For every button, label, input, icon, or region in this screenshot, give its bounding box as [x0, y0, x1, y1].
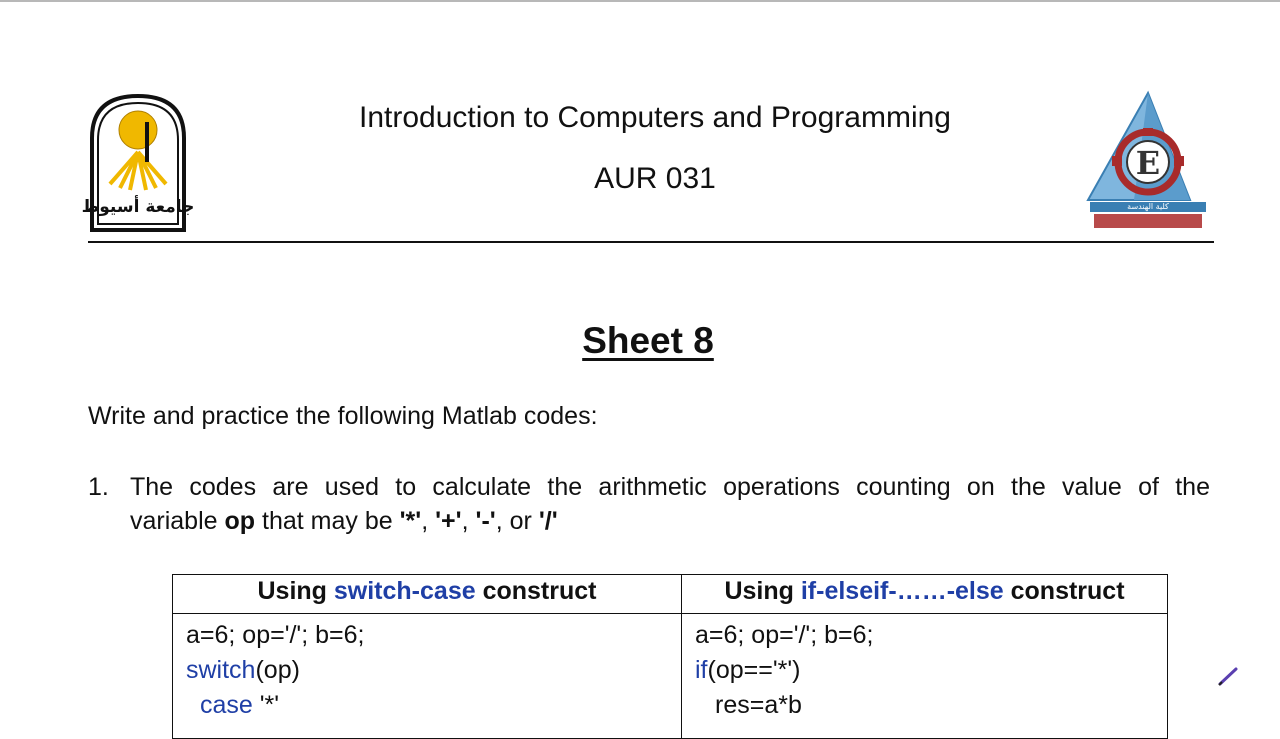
operator-minus: '-' — [475, 507, 496, 535]
code-line: a=6; op='/'; b=6; — [186, 621, 365, 649]
operator-multiply: '*' — [399, 507, 422, 535]
switch-code-cell — [173, 614, 682, 739]
code-text: (op=='*') — [707, 656, 801, 684]
code-line — [186, 653, 669, 688]
separator-2: , — [461, 507, 476, 535]
code-comparison-table — [172, 574, 1168, 739]
header-right-prefix: Using — [724, 577, 801, 605]
if-code-cell — [682, 614, 1168, 739]
course-code: AUR 031 — [594, 162, 716, 195]
sheet-title: Sheet 8 — [582, 320, 714, 361]
code-text: '*' — [252, 691, 280, 719]
question-variable-prefix: variable — [130, 507, 225, 535]
header-if-elseif — [682, 575, 1168, 614]
question-text-line2 — [130, 507, 558, 536]
question-text-line1: The codes are used to calculate the arithmetic operations counting on the value of the — [130, 473, 1210, 501]
logo-left-arabic: جامعة أسيوط — [81, 197, 195, 217]
code-keyword: switch — [186, 656, 256, 684]
header-left-prefix: Using — [257, 577, 334, 605]
faculty-logo — [1076, 90, 1210, 232]
logo-right-arabic: كلية الهندسة — [1127, 202, 1169, 211]
code-line: res=a*b — [715, 691, 802, 719]
code-text: (op) — [255, 656, 300, 684]
course-title: Introduction to Computers and Programming — [359, 101, 951, 134]
header-switch-case — [173, 575, 682, 614]
table-header-row — [173, 575, 1168, 614]
header-right-keyword: if-elseif-……-else — [800, 577, 1004, 605]
code-keyword: if — [695, 656, 708, 684]
code-line: a=6; op='/'; b=6; — [695, 621, 874, 649]
operator-divide: '/' — [538, 507, 558, 535]
question-middle-text: that may be — [255, 507, 400, 535]
pen-icon[interactable] — [1216, 664, 1240, 688]
intro-text: Write and practice the following Matlab codes: — [88, 402, 598, 430]
header-divider — [88, 241, 1214, 243]
svg-text:E: E — [1135, 144, 1161, 182]
code-line — [186, 688, 669, 723]
university-logo — [81, 92, 195, 232]
question-number: 1. — [88, 473, 109, 501]
table-row — [173, 614, 1168, 739]
code-keyword: case — [200, 691, 253, 719]
separator-1: , — [421, 507, 436, 535]
code-line — [695, 653, 1155, 688]
operator-plus: '+' — [435, 507, 462, 535]
separator-3: , or — [495, 507, 539, 535]
question-variable-name: op — [224, 507, 256, 535]
header-left-keyword: switch-case — [333, 577, 476, 605]
header-right-suffix: construct — [1003, 577, 1125, 605]
header-left-suffix: construct — [475, 577, 597, 605]
top-border — [0, 0, 1280, 2]
